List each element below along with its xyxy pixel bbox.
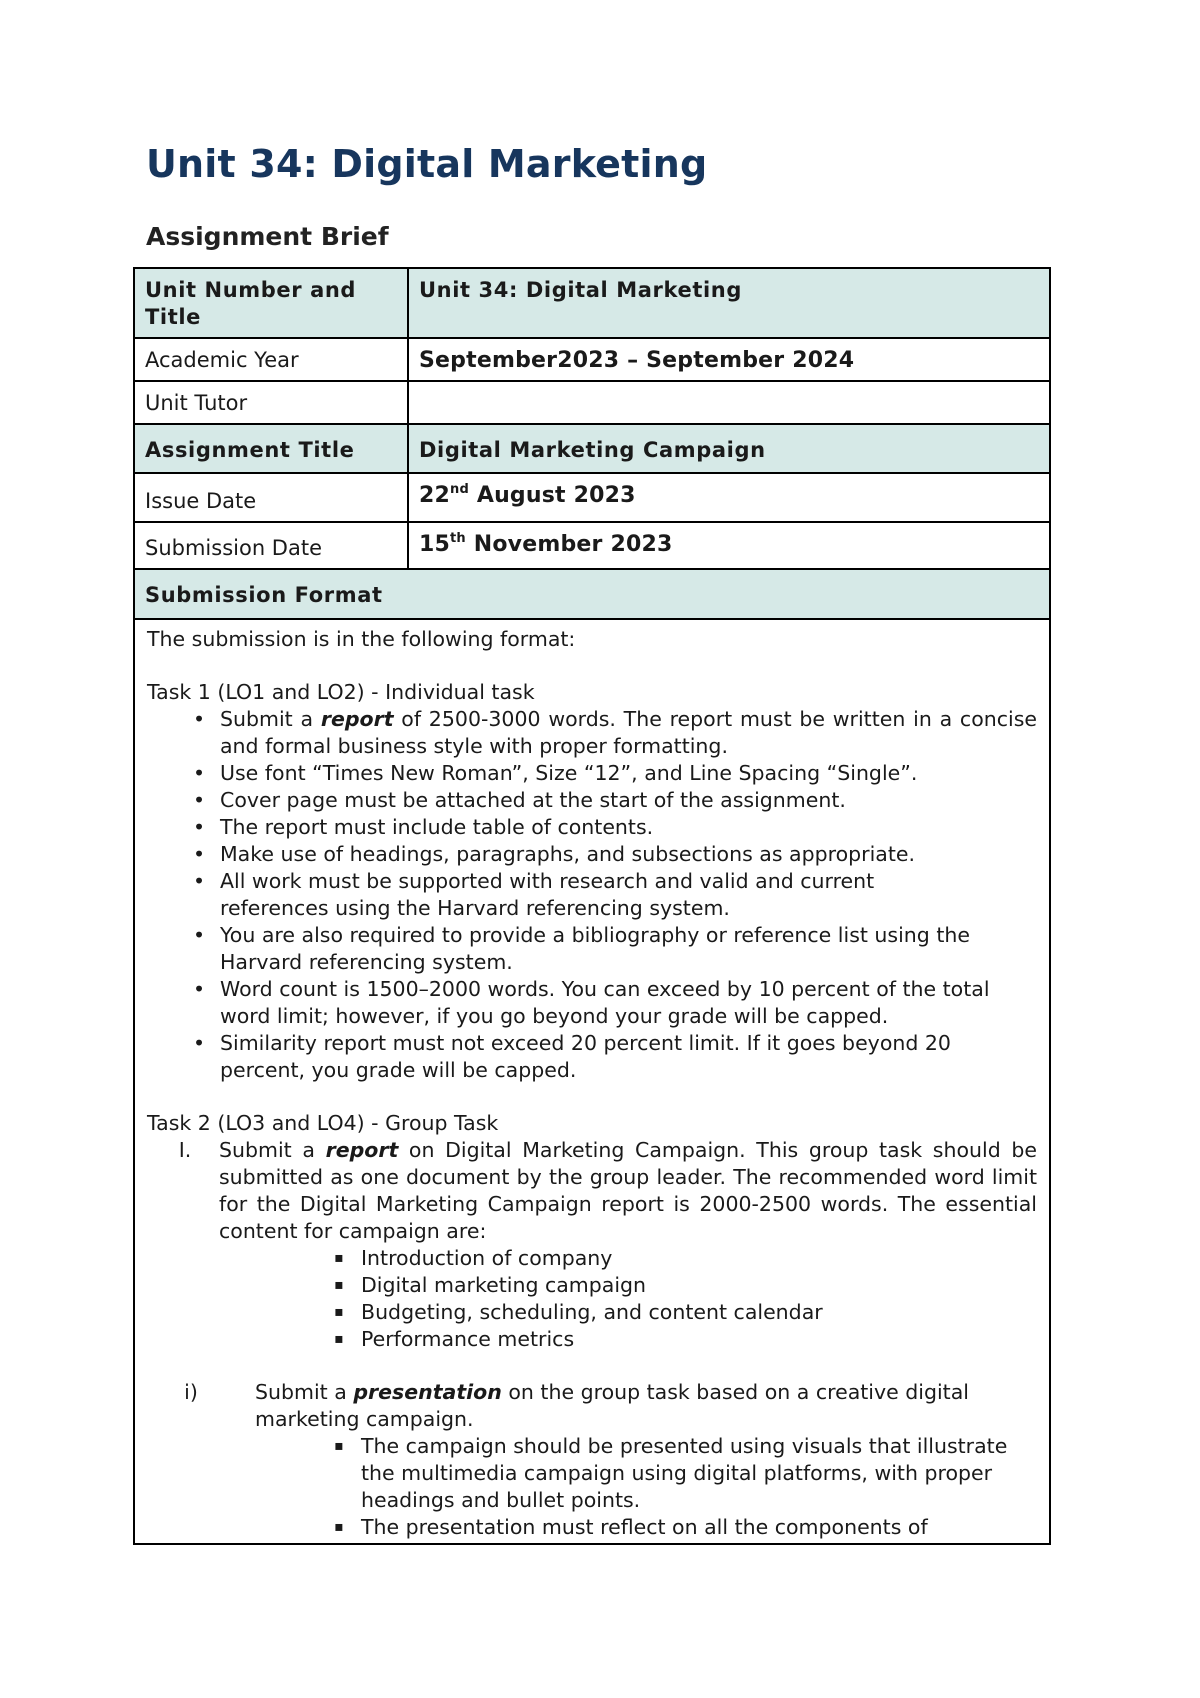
emphasis: presentation: [353, 1380, 502, 1404]
bullet-marker: •: [192, 761, 206, 785]
square-bullet-marker: ▪: [334, 1519, 344, 1535]
issue-suffix: nd: [450, 482, 469, 497]
list-item: [147, 1379, 1037, 1433]
unit-row: [134, 268, 1050, 338]
text-fragment: Submit a: [219, 1138, 326, 1162]
list-item-text: Cover page must be attached at the start of the assignment.: [220, 788, 846, 812]
text-fragment: Submit a: [255, 1380, 354, 1404]
academic-year-value: September2023 – September 2024: [408, 338, 1050, 381]
issue-day: 22: [419, 483, 451, 508]
list-item: [147, 976, 1037, 1030]
bullet-marker: •: [192, 977, 206, 1001]
submission-date-value: [408, 522, 1050, 569]
list-item-text: All work must be supported with research and valid and current references using the Harvard referencing system.: [220, 869, 875, 920]
task1-heading: Task 1 (LO1 and LO2) - Individual task: [147, 680, 535, 704]
emphasis: report: [320, 707, 394, 731]
square-bullet-marker: ▪: [334, 1438, 344, 1454]
submission-day: 15: [419, 532, 451, 557]
list-item-text: The report must include table of contents.: [220, 815, 654, 839]
bullet-marker: •: [192, 707, 206, 731]
list-item-text: Digital marketing campaign: [361, 1273, 647, 1297]
bullet-marker: •: [192, 815, 206, 839]
issue-date-label: [134, 473, 408, 522]
unit-label: Unit Number and Title: [134, 268, 408, 338]
submission-date-label: [134, 522, 408, 569]
square-bullet-marker: ▪: [334, 1304, 344, 1320]
list-item: [147, 868, 1037, 922]
list-item: [147, 1137, 1037, 1245]
text-fragment: of 2500-3000 words. The report must be written in a concise and formal business style with proper formatting.: [220, 707, 1037, 758]
list-item-text: Budgeting, scheduling, and content calendar: [361, 1300, 823, 1324]
list-item: [147, 706, 1037, 760]
submission-rest: November 2023: [465, 532, 673, 557]
task1-bullet-report: [219, 706, 1037, 760]
list-item: [147, 787, 1037, 814]
bullet-marker: •: [192, 1031, 206, 1055]
list-item-text: Similarity report must not exceed 20 percent limit. If it goes beyond 20 percent, you grade will be capped.: [220, 1031, 951, 1082]
list-item: [147, 760, 1037, 787]
unit-value: Unit 34: Digital Marketing: [408, 268, 1050, 338]
list-item: [147, 1245, 1037, 1272]
list-marker: I.: [178, 1138, 192, 1162]
submission-intro: The submission is in the following format:: [147, 627, 576, 651]
issue-date-row: [134, 473, 1050, 522]
academic-year-row: [134, 338, 1050, 381]
academic-year-label: Academic Year: [134, 338, 408, 381]
bullet-marker: •: [192, 788, 206, 812]
submission-format-label: Submission Format: [134, 569, 1050, 619]
bullet-marker: •: [192, 869, 206, 893]
assignment-brief-table: [133, 267, 1051, 1545]
list-item-text: Make use of headings, paragraphs, and subsections as appropriate.: [220, 842, 916, 866]
list-item: [147, 1299, 1037, 1326]
square-bullet-marker: ▪: [334, 1277, 344, 1293]
square-bullet-marker: ▪: [334, 1331, 344, 1347]
list-item: [147, 814, 1037, 841]
list-item: [147, 1272, 1037, 1299]
assignment-title-value: Digital Marketing Campaign: [408, 424, 1050, 473]
unit-tutor-label: Unit Tutor: [134, 381, 408, 424]
list-item: [147, 1326, 1037, 1353]
list-item-text: Introduction of company: [361, 1246, 613, 1270]
task2-heading: Task 2 (LO3 and LO4) - Group Task: [147, 1111, 499, 1135]
list-item-text: Use font “Times New Roman”, Size “12”, and Line Spacing “Single”.: [220, 761, 918, 785]
list-item-text: The presentation must reflect on all the components of: [361, 1515, 928, 1539]
text-fragment: on Digital Marketing Campaign. This group task should be submitted as one document by the group leader. The recommended word limit for the Digital Marketing Campaign report is 2000-2500 words. The essential content for campaign are:: [219, 1138, 1037, 1243]
issue-rest: August 2023: [468, 483, 636, 508]
emphasis: report: [325, 1138, 399, 1162]
list-item-text: You are also required to provide a bibliography or reference list using the Harvard referencing system.: [220, 923, 970, 974]
submission-date-label-text: Submission Date: [145, 536, 323, 560]
list-marker: i): [184, 1380, 198, 1404]
task2-report-item: [205, 1137, 1037, 1245]
assignment-title-label: Assignment Title: [134, 424, 408, 473]
list-item-text: Performance metrics: [361, 1327, 575, 1351]
square-bullet-marker: ▪: [334, 1250, 344, 1266]
issue-date-label-text: Issue Date: [145, 489, 257, 513]
list-item: [147, 1030, 1037, 1084]
list-item-text: The campaign should be presented using visuals that illustrate the multimedia campaign using digital platforms, with proper headings and bullet points.: [361, 1434, 1008, 1512]
list-item: [147, 1433, 1037, 1514]
list-item-text: Word count is 1500–2000 words. You can exceed by 10 percent of the total word limit; however, if you go beyond your grade will be capped.: [220, 977, 990, 1028]
submission-content-row: [134, 619, 1050, 1544]
list-item: [147, 841, 1037, 868]
text-fragment: on the group task based on a creative digital marketing campaign.: [255, 1380, 969, 1431]
text-fragment: Submit a: [220, 707, 321, 731]
list-item: [147, 922, 1037, 976]
submission-content: [134, 619, 1050, 1544]
unit-tutor-row: [134, 381, 1050, 424]
submission-date-row: [134, 522, 1050, 569]
unit-tutor-value: [408, 381, 1050, 424]
bullet-marker: •: [192, 923, 206, 947]
submission-suffix: th: [450, 531, 466, 546]
submission-format-row: [134, 569, 1050, 619]
document-subtitle: Assignment Brief: [146, 222, 389, 251]
page-title: Unit 34: Digital Marketing: [146, 142, 708, 186]
task2-presentation-item: [211, 1379, 1037, 1433]
issue-date-value: [408, 473, 1050, 522]
assignment-title-row: [134, 424, 1050, 473]
bullet-marker: •: [192, 842, 206, 866]
list-item: [147, 1514, 1037, 1541]
